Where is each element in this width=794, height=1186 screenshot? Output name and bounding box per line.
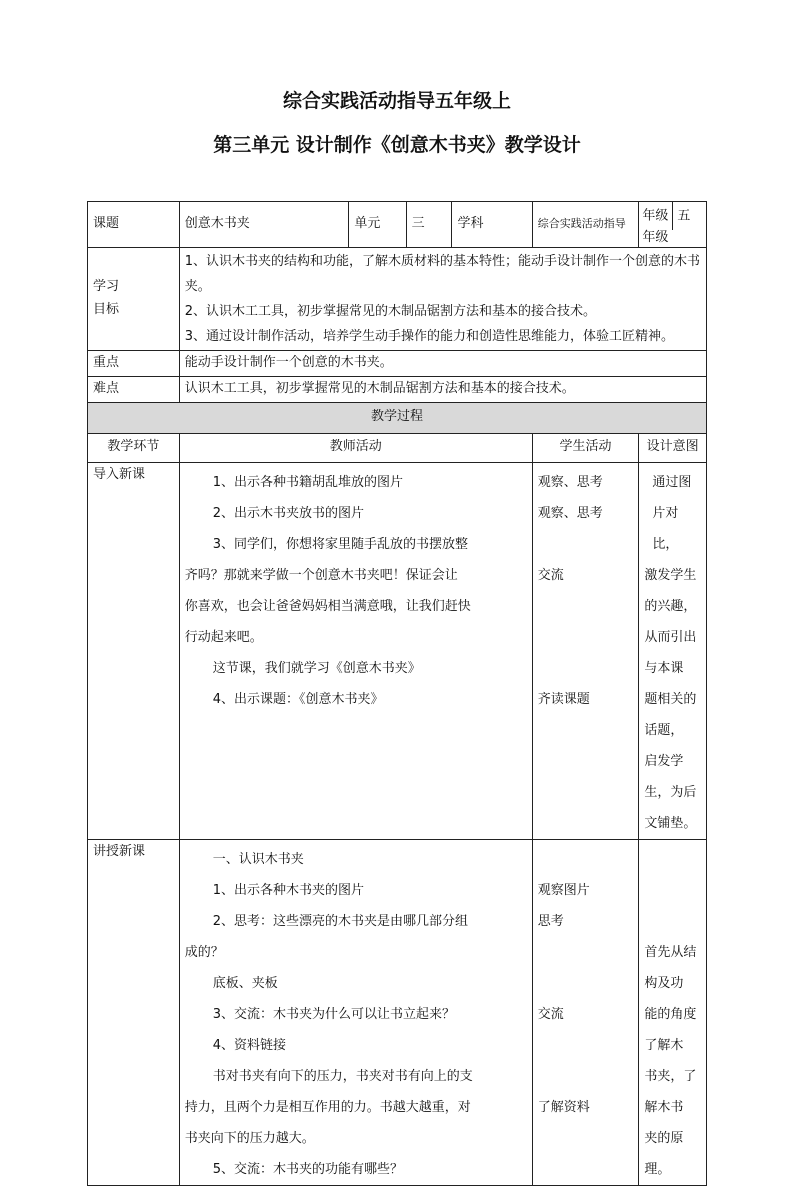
teacher-line: 3、交流：木书夹为什么可以让书立起来？ xyxy=(212,1006,455,1022)
student-line xyxy=(538,968,634,999)
teacher-line: 1、出示各种书籍胡乱堆放的图片 xyxy=(212,474,403,490)
grade-cell xyxy=(639,202,707,248)
section-intro-row xyxy=(88,462,707,839)
process-title-row xyxy=(88,402,707,433)
student-line: 观察图片 xyxy=(537,882,590,898)
student-line xyxy=(538,1030,634,1061)
intent-line: 文铺垫。 xyxy=(644,815,697,831)
intent-line: 通过图片对比， xyxy=(652,474,692,552)
section-teach-teacher xyxy=(179,839,532,1185)
teacher-line: 2、思考：这些漂亮的木书夹是由哪几部分组 xyxy=(212,913,468,929)
teacher-line: 1、出示各种木书夹的图片 xyxy=(212,882,364,898)
document-subtitle: 第三单元 设计制作《创意木书夹》教学设计 xyxy=(213,134,581,156)
student-line: 思考 xyxy=(537,913,564,929)
teacher-line: 4、资料链接 xyxy=(212,1037,286,1053)
student-line xyxy=(538,937,634,968)
teacher-line: 5、交流：木书夹的功能有哪些？ xyxy=(212,1161,403,1177)
header-intent: 设计意图 xyxy=(639,433,707,462)
key-point-row xyxy=(88,350,707,376)
section-teach-student xyxy=(532,839,639,1185)
goal-line: 2、认识木工工具，初步掌握常见的木制品锯割方法和基本的接合技术。 xyxy=(184,303,596,319)
teacher-line: 4、出示课题：《创意木书夹》 xyxy=(212,691,384,707)
intent-line: 题相关的话题， xyxy=(644,691,697,738)
goals-content xyxy=(179,247,706,350)
student-line: 观察、思考 xyxy=(537,474,603,490)
goal-line: 夹。 xyxy=(184,278,211,294)
process-title: 教学过程 xyxy=(88,402,707,433)
teacher-line: 持力，且两个力是相互作用的力。书越大越重，对 xyxy=(184,1099,471,1115)
section-intro-teacher xyxy=(179,462,532,839)
section-teach-stage: 讲授新课 xyxy=(88,839,180,1185)
section-intro-stage: 导入新课 xyxy=(88,462,180,839)
intent-line: 书夹，了解木书 xyxy=(644,1068,697,1115)
intent-line: 夹的原理。 xyxy=(644,1130,684,1177)
teacher-line: 行动起来吧。 xyxy=(184,629,263,645)
student-line xyxy=(538,591,634,622)
student-line xyxy=(538,844,634,875)
info-row xyxy=(88,202,707,248)
difficulty-label: 难点 xyxy=(88,376,180,402)
intent-line: 激发学生的兴趣， xyxy=(644,567,697,614)
intent-line: 首先从结构及功 xyxy=(644,944,697,991)
teacher-line: 书夹向下的压力越大。 xyxy=(184,1130,315,1146)
process-header-row xyxy=(88,433,707,462)
section-teach-row xyxy=(88,839,707,1185)
student-line: 齐读课题 xyxy=(537,691,590,707)
intent-line: 能的角度了解木 xyxy=(644,1006,697,1053)
section-intro-intent xyxy=(639,462,707,839)
lesson-value: 创意木书夹 xyxy=(179,202,349,248)
intent-line: 启发学生，为后 xyxy=(644,753,697,800)
student-line xyxy=(538,1061,634,1092)
header-student: 学生活动 xyxy=(532,433,639,462)
teacher-line: 这节课，我们就学习《创意木书夹》 xyxy=(212,660,421,676)
teacher-line: 3、同学们，你想将家里随手乱放的书摆放整 xyxy=(212,536,468,552)
section-intro-student xyxy=(532,462,639,839)
lesson-label: 课题 xyxy=(88,202,180,248)
teacher-line: 齐吗？那就来学做一个创意木书夹吧！保证会让 xyxy=(184,567,458,583)
subject-label: 学科 xyxy=(452,202,532,248)
header-teacher: 教师活动 xyxy=(179,433,532,462)
goals-label xyxy=(88,247,180,350)
goals-row xyxy=(88,247,707,350)
intent-line: 从而引出与本课 xyxy=(644,629,697,676)
goals-label-1: 学习 xyxy=(93,279,120,294)
document-title: 综合实践活动指导五年级上 xyxy=(282,90,511,112)
grade-label: 年级 xyxy=(642,208,669,224)
goals-label-2: 目标 xyxy=(93,301,120,317)
student-line xyxy=(538,622,634,653)
intent-line xyxy=(644,906,701,937)
teacher-line: 底板、夹板 xyxy=(212,975,278,991)
unit-value: 三 xyxy=(406,202,452,248)
key-point-value: 能动手设计制作一个创意的木书夹。 xyxy=(179,350,706,376)
unit-label: 单元 xyxy=(349,202,406,248)
student-line: 交流 xyxy=(537,1006,564,1022)
teacher-line: 一、认识木书夹 xyxy=(212,851,304,867)
header-stage: 教学环节 xyxy=(88,433,180,462)
difficulty-row xyxy=(88,376,707,402)
key-point-label: 重点 xyxy=(88,350,180,376)
subject-value: 综合实践活动指导 xyxy=(532,202,639,248)
student-line xyxy=(538,653,634,684)
grade-divider xyxy=(672,202,673,230)
teacher-line: 成的？ xyxy=(184,944,224,960)
goal-line: 1、认识木书夹的结构和功能，了解木质材料的基本特性；能动手设计制作一个创意的木书 xyxy=(184,253,700,269)
section-teach-intent xyxy=(639,839,707,1185)
goal-line: 3、通过设计制作活动，培养学生动手操作的能力和创造性思维能力，体验工匠精神。 xyxy=(184,328,674,344)
intent-line xyxy=(644,844,701,875)
lesson-plan-table xyxy=(87,201,707,1186)
student-line: 了解资料 xyxy=(537,1099,590,1115)
teacher-line: 2、出示木书夹放书的图片 xyxy=(212,505,364,521)
student-line: 交流 xyxy=(537,567,564,583)
student-line xyxy=(538,529,634,560)
teacher-line: 你喜欢，也会让爸爸妈妈相当满意哦，让我们赶快 xyxy=(184,598,471,614)
difficulty-value: 认识木工工具，初步掌握常见的木制品锯割方法和基本的接合技术。 xyxy=(179,376,706,402)
grade-value: 五年级 xyxy=(642,208,691,245)
intent-line xyxy=(644,875,701,906)
student-line: 观察、思考 xyxy=(537,505,603,521)
teacher-line: 书对书夹有向下的压力，书夹对书有向上的支 xyxy=(212,1068,473,1084)
